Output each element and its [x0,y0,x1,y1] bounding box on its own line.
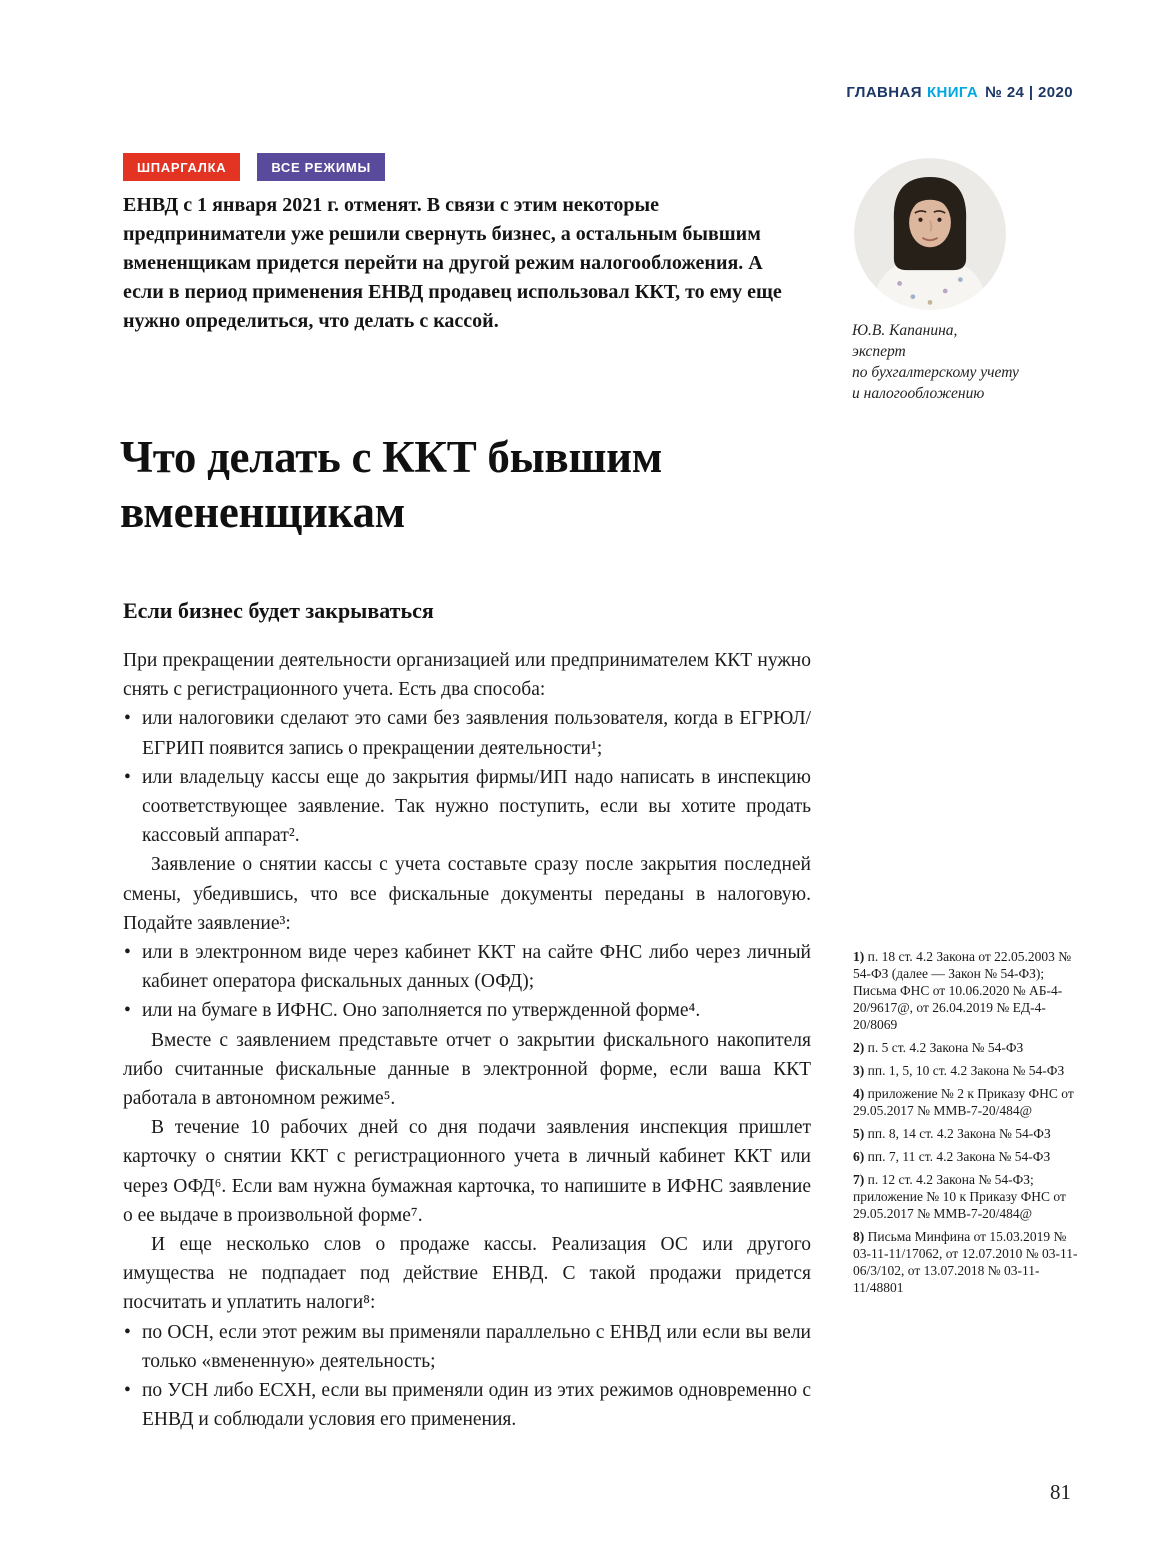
author-role-line: эксперт [852,343,906,360]
footnote-text: п. 5 ст. 4.2 Закона № 54-ФЗ [867,1040,1024,1055]
body-bullet: • или владельцу кассы еще до закрытия фирмы/ИП надо написать в инспекцию соответствующее заявление. Так нужно поступить, если вы хотите продать кассовый аппарат². [123,763,811,851]
author-role-line: по бухгалтерскому учету [852,364,1019,381]
footnote-text: пп. 1, 5, 10 ст. 4.2 Закона № 54-ФЗ [867,1063,1065,1078]
footnote-text: пп. 7, 11 ст. 4.2 Закона № 54-ФЗ [867,1149,1051,1164]
intro-lead-text: ЕНВД с 1 января 2021 г. отменят. В связи с этим некоторые предприниматели уже решили свернуть бизнес, а остальным бывшим вмененщикам придется перейти на другой режим налогообложения. А если в период применения ЕНВД продавец использовал ККТ, то ему еще нужно определиться, что делать с кассой. [123,194,782,332]
footnote-number: 4) [853,1086,865,1101]
body-paragraph: В течение 10 рабочих дней со дня подачи заявления инспекция пришлет карточку о снятии ККТ с регистрационного учета в личный кабинет ККТ или через ОФД⁶. Если вам нужна бумажная карточка, то напишите в ИФНС заявление о ее выдаче в произвольной форме⁷. [123,1117,811,1226]
body-bullet: • по УСН либо ЕСХН, если вы применяли один из этих режимов одновременно с ЕНВД и соблюдали условия его применения. [123,1376,811,1434]
article-title: Что делать с ККТ бывшим вмененщикам [120,432,663,537]
footnote-number: 1) [853,949,865,964]
issue-number: № 24 | 2020 [985,84,1073,101]
footnote-number: 3) [853,1063,865,1078]
footnote-text: п. 12 ст. 4.2 Закона № 54-ФЗ; приложение № 10 к Приказу ФНС от 29.05.2017 № ММВ-7-20/484@ [853,1172,1066,1221]
badge-shpargalka: ШПАРГАЛКА [123,153,240,181]
author-name: Ю.В. Капанина, [852,322,958,339]
footnote [853,948,1079,1033]
author-role-line: и налогообложению [852,385,985,402]
body-bullet: • по ОСН, если этот режим вы применяли параллельно с ЕНВД или если вы вели только «вмененную» деятельность; [123,1318,811,1376]
article-body [123,646,811,1434]
body-bullet: • или на бумаге в ИФНС. Оно заполняется по утвержденной форме⁴. [123,996,811,1025]
footnote-text: Письма Минфина от 15.03.2019 № 03-11-11/17062, от 12.07.2010 № 03-11-06/3/102, от 13.07.2018 № 03-11-11/48801 [853,1229,1078,1295]
footnote [853,1085,1079,1119]
footnote [853,1171,1079,1222]
body-bullet: • или налоговики сделают это сами без заявления пользователя, когда в ЕГРЮЛ/ЕГРИП появится запись о прекращении деятельности¹; [123,704,811,762]
author-photo [854,158,1006,310]
footnote-number: 6) [853,1149,865,1164]
page-number: 81 [1050,1480,1071,1504]
body-paragraph: При прекращении деятельности организацией или предпринимателем ККТ нужно снять с регистрационного учета. Есть два способа: [123,650,811,701]
footnote [853,1148,1079,1165]
brand-glavnaya: ГЛАВНАЯ [846,84,922,101]
footnote-text: приложение № 2 к Приказу ФНС от 29.05.2017 № ММВ-7-20/484@ [853,1086,1074,1118]
footnote-number: 2) [853,1040,865,1055]
article-badges [123,153,385,181]
footnote [853,1228,1079,1296]
footnote-text: п. 18 ст. 4.2 Закона от 22.05.2003 № 54-ФЗ (далее — Закон № 54-ФЗ); Письма ФНС от 10.06.2020 № АБ-4-20/9617@, от 26.04.2019 № ЕД-4-20/8069 [853,949,1072,1032]
body-paragraph: Вместе с заявлением представьте отчет о закрытии фискального накопителя либо считанные фискальные данные в электронной форме, если ваша ККТ работала в автономном режиме⁵. [123,1029,811,1110]
footnote-number: 7) [853,1172,865,1187]
author-block [852,158,1078,404]
body-paragraph: Заявление о снятии кассы с учета составьте сразу после закрытия последней смены, убедившись, что все фискальные документы переданы в налоговую. Подайте заявление³: [123,854,811,934]
footnote [853,1125,1079,1142]
footnote [853,1062,1079,1079]
section-heading: Если бизнес будет закрываться [123,598,434,623]
badge-vse-rezhimy: ВСЕ РЕЖИМЫ [257,153,385,181]
footnote [853,1039,1079,1056]
magazine-header [846,84,1073,101]
body-paragraph: И еще несколько слов о продаже кассы. Реализация ОС или другого имущества не подпадает под действие ЕНВД. С такой продажи придется посчитать и уплатить налоги⁸: [123,1234,811,1314]
brand-kniga: КНИГА [926,84,979,101]
body-bullet: • или в электронном виде через кабинет ККТ на сайте ФНС либо через личный кабинет оператора фискальных данных (ОФД); [123,938,811,996]
footnote-number: 8) [853,1229,865,1244]
footnote-number: 5) [853,1126,865,1141]
footnotes-column [853,948,1079,1302]
footnote-text: пп. 8, 14 ст. 4.2 Закона № 54-ФЗ [867,1126,1051,1141]
author-portrait-icon [854,158,1006,310]
